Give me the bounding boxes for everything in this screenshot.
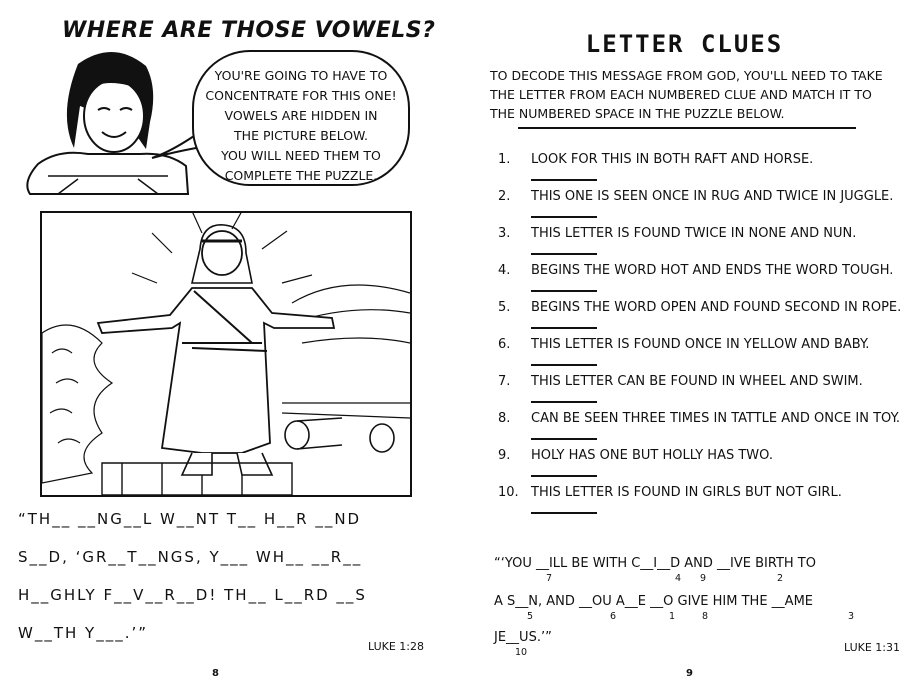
clue-number: 10. [498, 485, 519, 500]
bubble-line: VOWELS ARE HIDDEN IN [224, 108, 378, 123]
clue-number: 8. [498, 411, 511, 426]
clue-item [498, 152, 813, 167]
clue-text: HOLY HAS ONE BUT HOLLY HAS TWO. [531, 448, 773, 463]
puzzle-line: “TH__ __NG__L W__NT T__ H__R __ND [18, 510, 362, 528]
clue-item [498, 226, 856, 241]
clue-text: CAN BE SEEN THREE TIMES IN TATTLE AND ONCE IN TOY. [531, 411, 901, 426]
clue-text: THIS LETTER IS FOUND ONCE IN YELLOW AND BABY. [531, 337, 870, 352]
page-number: 8 [212, 668, 219, 679]
puzzle-line: W__TH Y___.’” [18, 624, 149, 642]
answer-blank[interactable] [531, 401, 597, 403]
clue-text: BEGINS THE WORD OPEN AND FOUND SECOND IN ROPE. [531, 300, 902, 315]
answer-blank[interactable] [531, 253, 597, 255]
answer-blank[interactable] [531, 179, 597, 181]
answer-blank[interactable] [531, 364, 597, 366]
answer-blank[interactable] [531, 512, 597, 514]
clue-number: 7. [498, 374, 511, 389]
clue-item [498, 411, 900, 426]
clue-text: THIS LETTER CAN BE FOUND IN WHEEL AND SWIM. [531, 374, 863, 389]
left-page [0, 0, 450, 700]
decode-puzzle-line: JE__US.’” [494, 630, 552, 645]
clue-text: LOOK FOR THIS IN BOTH RAFT AND HORSE. [531, 152, 814, 167]
bubble-line: CONCENTRATE FOR THIS ONE! [205, 88, 397, 103]
clue-item [498, 189, 893, 204]
clue-text: THIS ONE IS SEEN ONCE IN RUG AND TWICE IN JUGGLE. [531, 189, 894, 204]
clue-text: BEGINS THE WORD HOT AND ENDS THE WORD TOUGH. [531, 263, 894, 278]
page-title: LETTER CLUES [585, 30, 784, 58]
blank-number: 7 [546, 573, 553, 584]
clue-item [498, 448, 773, 463]
decode-puzzle-line: A S__N, AND __OU A__E __O GIVE HIM THE __AME [494, 594, 814, 609]
clue-text: THIS LETTER IS FOUND IN GIRLS BUT NOT GIRL. [531, 485, 842, 500]
answer-blank[interactable] [531, 475, 597, 477]
blank-number: 6 [610, 611, 617, 622]
angel-illustration [42, 213, 410, 495]
clue-number: 5. [498, 300, 511, 315]
blank-number: 10 [515, 647, 528, 658]
scripture-reference: LUKE 1:31 [844, 641, 900, 654]
blank-number: 8 [702, 611, 709, 622]
bubble-line: THE PICTURE BELOW. [234, 128, 368, 143]
speech-bubble [192, 50, 410, 186]
answer-blank[interactable] [531, 216, 597, 218]
clue-item [498, 300, 901, 315]
hidden-vowels-picture [40, 211, 412, 497]
puzzle-line: H__GHLY F__V__R__D! TH__ L__RD __S [18, 586, 367, 604]
blank-number: 3 [848, 611, 855, 622]
clue-item [498, 374, 863, 389]
girl-illustration [18, 44, 208, 204]
puzzle-line: S__D, ‘GR__T__NGS, Y___ WH__ __R__ [18, 548, 363, 566]
clue-number: 9. [498, 448, 511, 463]
bubble-line: YOU WILL NEED THEM TO [221, 148, 381, 163]
blank-number: 1 [669, 611, 676, 622]
answer-blank[interactable] [531, 438, 597, 440]
instructions: TO DECODE THIS MESSAGE FROM GOD, YOU'LL NEED TO TAKE THE LETTER FROM EACH NUMBERED CLUE AND MATCH IT TO THE NUMBERED SPACE IN THE PUZZLE BELOW. [490, 68, 883, 121]
clue-number: 1. [498, 152, 511, 167]
scripture-reference: LUKE 1:28 [368, 640, 424, 653]
clue-number: 4. [498, 263, 511, 278]
clue-text: THIS LETTER IS FOUND TWICE IN NONE AND NUN. [531, 226, 857, 241]
decode-puzzle-line: “‘YOU __ILL BE WITH C__I__D AND __IVE BIRTH TO [494, 556, 816, 571]
page-number: 9 [686, 668, 693, 679]
blank-number: 5 [527, 611, 534, 622]
clue-number: 6. [498, 337, 511, 352]
clue-number: 2. [498, 189, 511, 204]
right-page [460, 0, 909, 700]
clue-item [498, 485, 842, 500]
page-title: WHERE ARE THOSE VOWELS? [62, 18, 436, 43]
bubble-line: COMPLETE THE PUZZLE. [224, 168, 378, 183]
blank-number: 2 [777, 573, 784, 584]
clue-number: 3. [498, 226, 511, 241]
clue-item [498, 263, 893, 278]
bubble-line: YOU'RE GOING TO HAVE TO [214, 68, 388, 83]
clue-item [498, 337, 869, 352]
answer-blank[interactable] [531, 290, 597, 292]
blank-number: 9 [700, 573, 707, 584]
divider [518, 127, 856, 129]
answer-blank[interactable] [531, 327, 597, 329]
blank-number: 4 [675, 573, 682, 584]
